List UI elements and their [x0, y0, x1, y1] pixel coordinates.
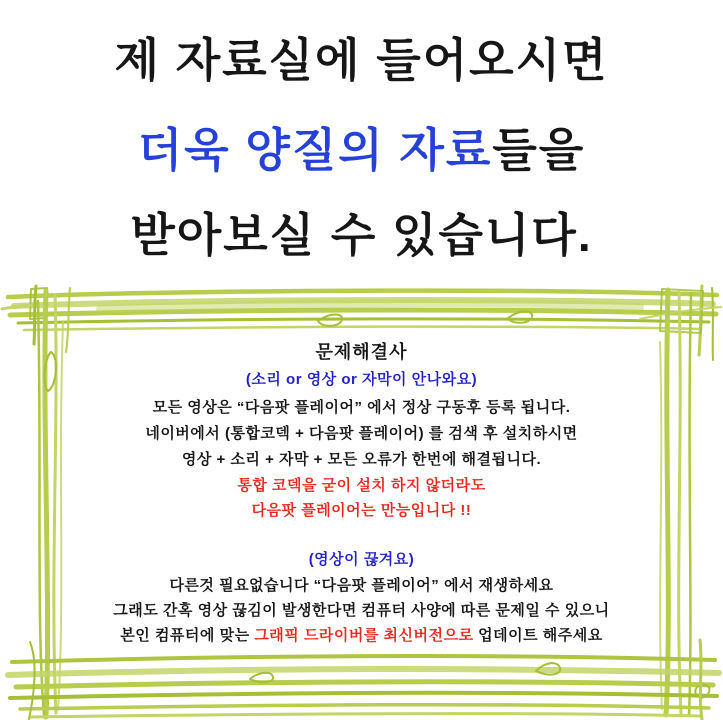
section2-line-1: 다른것 필요없습니다 “다음팟 플레이어” 에서 재생하세요 [169, 577, 554, 594]
box-title: 문제해결사 [315, 342, 408, 362]
section1-line-1: 모든 영상은 “다음팟 플레이어” 에서 정상 구동후 등록 됩니다. [152, 399, 571, 416]
section2-line-3-highlight: 그래픽 드라이버를 최신버전으로 [254, 627, 474, 644]
header-line-1: 제 자료실에 들어오시면 [114, 34, 609, 86]
section1-red-line-2: 다음팟 플레이어는 만능입니다 !! [251, 502, 472, 519]
section1-line-3: 영상 + 소리 + 자막 + 모든 오류가 한번에 해결됩니다. [181, 451, 542, 468]
section2-line-2: 그래도 간혹 영상 끊김이 발생한다면 컴퓨터 사양에 따른 문제일 수 있으니 [113, 602, 610, 619]
section2-line-3-suffix: 업데이트 해주세요 [473, 627, 603, 644]
section2-line-3 [0, 624, 723, 645]
header-line-2-highlight: 더욱 양질의 자료 [137, 124, 493, 176]
section1-line-2: 네이버에서 (통합코덱 + 다음팟 플레이어) 를 검색 후 설치하시면 [145, 425, 578, 442]
section2-line-3-prefix: 본인 컴퓨터에 맞는 [120, 627, 255, 644]
section1-heading: (소리 or 영상 or 자막이 안나와요) [245, 371, 478, 388]
header-line-2-rest: 들을 [492, 124, 586, 176]
header-line-3: 받아보실 수 있습니다. [130, 209, 593, 261]
section2-heading: (영상이 끊겨요) [308, 551, 415, 568]
section1-red-line-1: 통합 코덱을 굳이 설치 하지 않더라도 [237, 477, 486, 494]
